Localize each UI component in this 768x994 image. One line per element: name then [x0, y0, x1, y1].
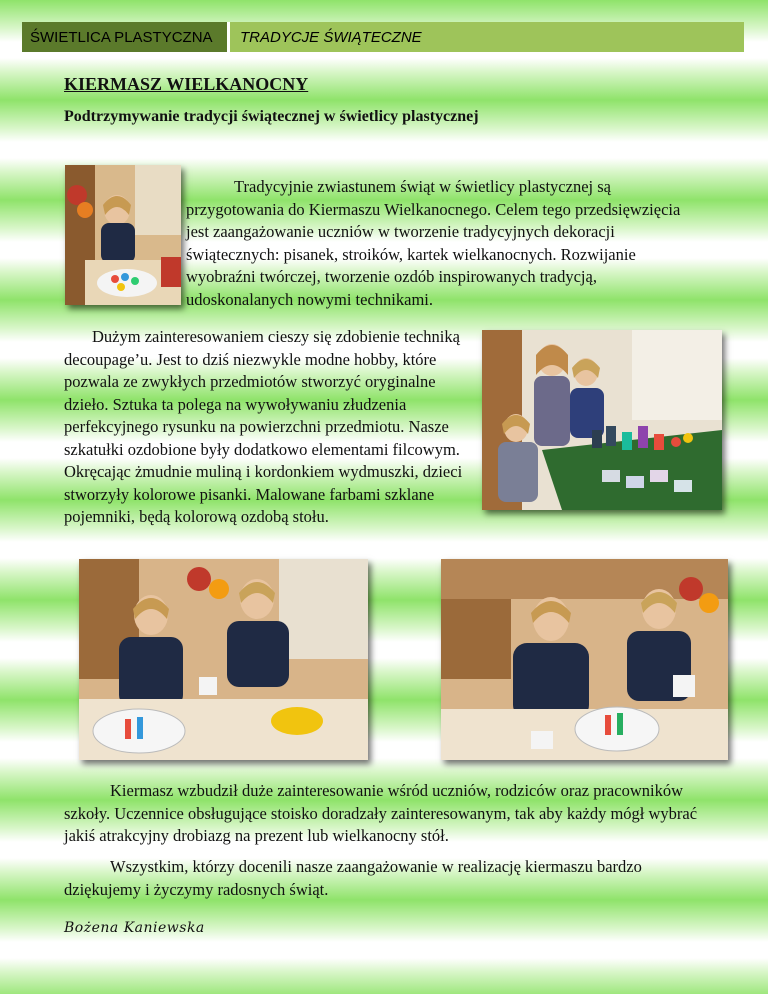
- header-section-name: ŚWIETLICA PLASTYCZNA: [22, 22, 230, 52]
- photo-crafting-left: [79, 559, 368, 760]
- paragraph-decoupage: Dużym zainteresowaniem cieszy się zdobienie techniką decoupage’u. Jest to dziś niezwykle modne hobby, które pozwala ze zwykłych przedmiotów stworzyć oryginalne dzieło. Sztuka ta polega na wywoływaniu złudzenia perfekcyjnego rysunku na powierzchni przedmiotu. Nasze szkatułki ozdobione były dodatkowo elementami filcowym. Okręcając żmudnie muliną i kordonkiem wydmuszki, dzieci stworzyły kolorowe pisanki. Malowane farbami szklane pojemniki, będą kolorową ozdobą stołu.: [64, 327, 463, 526]
- article-subtitle: Podtrzymywanie tradycji świątecznej w świetlicy plastycznej: [64, 108, 479, 125]
- page-header: [22, 22, 744, 52]
- photo-fair-stall: [482, 330, 722, 510]
- photo-crafting-right: [441, 559, 728, 760]
- paragraph-fair-interest: Kiermasz wzbudził duże zainteresowanie wśród uczniów, rodziców oraz pracowników szkoły. Uczennice obsługujące stoisko doradzały zainteresowanym, tak aby każdy mógł wybrać jakiś atrakcyjny drobiazg na prezent lub wielkanocny stół.: [64, 781, 698, 845]
- paragraph-intro: Tradycyjnie zwiastunem świąt w świetlicy plastycznej są przygotowania do Kiermaszu Wielkanocnego. Celem tego przedsięwzięcia jest zaangażowanie uczniów w tworzenie tradycyjnych dekoracji świątecznych: pisanek, stroików, kartek wielkanocnych. Rozwijanie wyobraźni twórczej, tworzenie ozdób inspirowanych tradycją, udoskonalanych nowymi technikami.: [186, 177, 681, 309]
- paragraph-thanks: Wszystkim, którzy docenili nasze zaangażowanie w realizację kiermaszu bardzo dziękujemy i życzymy radosnych świąt.: [64, 857, 642, 899]
- header-topic: TRADYCJE ŚWIĄTECZNE: [230, 22, 744, 52]
- author-signature: Bożena Kaniewska: [64, 920, 205, 936]
- article-title: KIERMASZ WIELKANOCNY: [64, 74, 309, 94]
- photo-girl-painting: [65, 165, 181, 305]
